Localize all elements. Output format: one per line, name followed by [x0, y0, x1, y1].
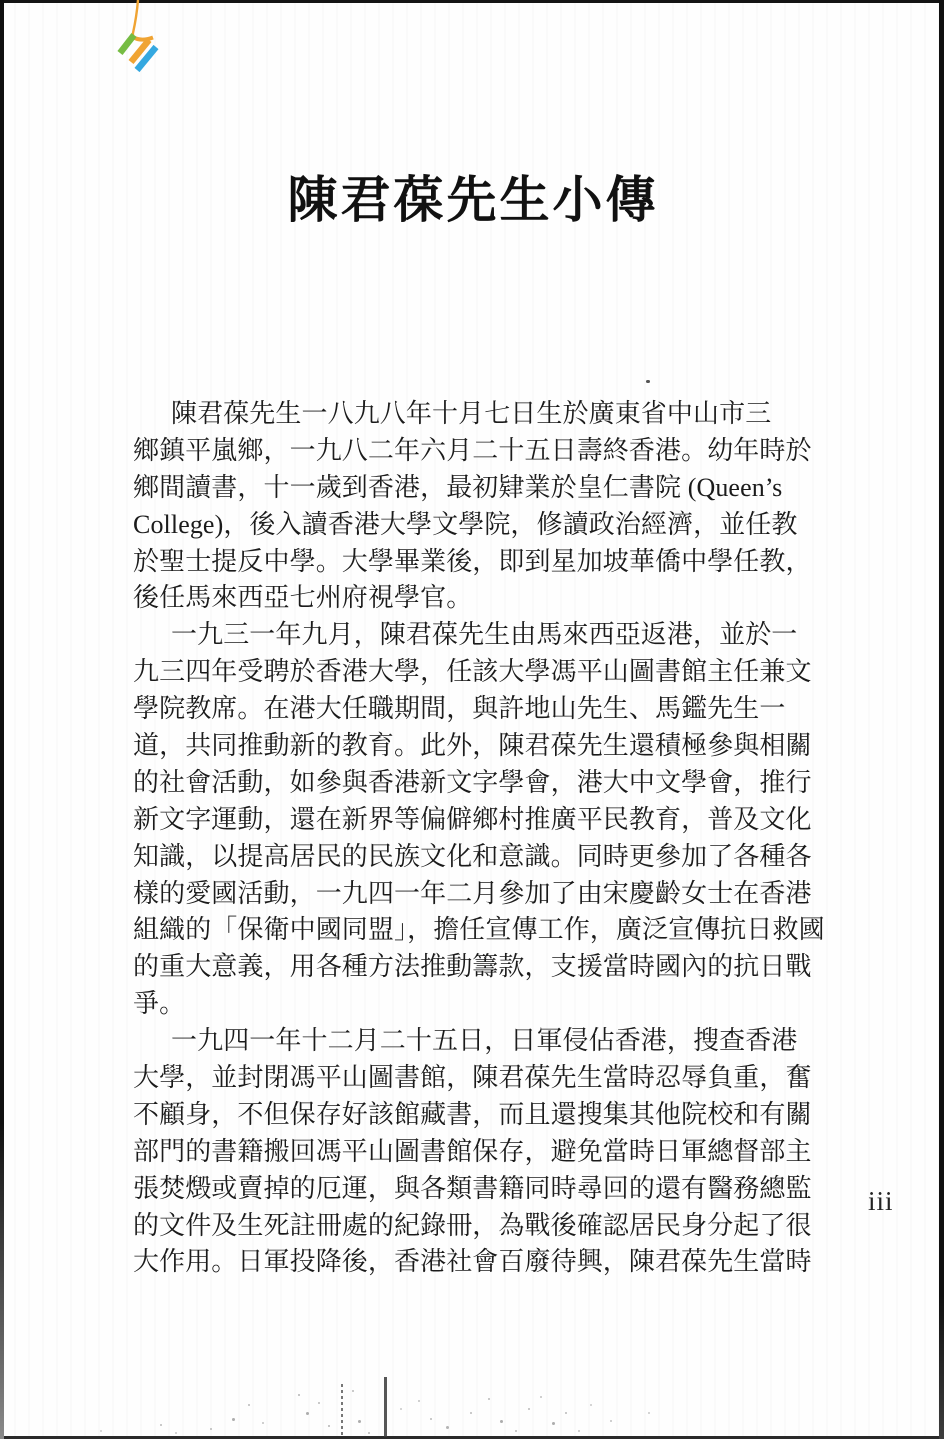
scan-speck — [540, 1396, 542, 1398]
scan-speck — [400, 1408, 402, 1410]
text-line: 後任馬來西亞七州府視學官。 — [133, 583, 473, 613]
text-line: 於聖士提反中學。大學畢業後，即到星加坡華僑中學任教， — [133, 546, 812, 576]
scan-speck — [368, 1432, 370, 1434]
scan-speck — [306, 1412, 309, 1415]
scan-border-left — [0, 0, 4, 1439]
scan-speck — [232, 1418, 235, 1421]
scan-speck — [646, 380, 650, 383]
text-line: 學院教席。在港大任職期間，與許地山先生、馬鑑先生一 — [133, 694, 786, 724]
scan-speck — [328, 1425, 330, 1427]
bleedthrough-line — [341, 1384, 343, 1437]
text-line: 陳君葆先生一八九八年十月七日生於廣東省中山市三 — [171, 399, 772, 428]
text-line: 大學，並封閉馮平山圖書館，陳君葆先生當時忍辱負重，奮 — [133, 1063, 812, 1093]
text-line: 的重大意義，用各種方法推動籌款，支援當時國內的抗日戰 — [133, 952, 812, 982]
scan-speck — [358, 1420, 361, 1423]
colorful-ribbon-logo-icon — [105, 0, 165, 80]
text-line: 大作用。日軍投降後，香港社會百廢待興，陳君葆先生當時 — [133, 1247, 812, 1277]
body-text — [133, 396, 843, 1281]
text-line: 新文字運動，還在新界等偏僻鄉村推廣平民教育，普及文化 — [133, 804, 812, 834]
scan-speck — [175, 1432, 177, 1434]
scan-speck — [552, 1422, 555, 1425]
text-line: 部門的書籍搬回馮平山圖書館保存，避免當時日軍總督部主 — [133, 1136, 812, 1166]
text-line: College)，後入讀香港大學文學院，修讀政治經濟，並任教 — [133, 509, 798, 539]
scan-speck — [298, 1394, 300, 1396]
scan-speck — [515, 1430, 517, 1432]
text-line: 樣的愛國活動，一九四一年二月參加了由宋慶齡女士在香港 — [133, 878, 812, 908]
text-line: 爭。 — [133, 989, 186, 1019]
text-line: 鄉鎮平嵐鄉，一九八二年六月二十五日壽終香港。幼年時於 — [133, 435, 812, 465]
text-line: 一九三一年九月，陳君葆先生由馬來西亞返港，並於一 — [171, 620, 798, 650]
scan-speck — [446, 1426, 449, 1429]
page-title: 陳君葆先生小傳 — [287, 171, 659, 228]
scan-speck — [248, 1404, 250, 1406]
bleedthrough-line — [384, 1377, 387, 1437]
scan-speck — [100, 1430, 102, 1432]
scan-speck — [610, 1420, 612, 1422]
scan-speck — [262, 1422, 264, 1424]
scan-speck — [160, 1424, 162, 1426]
scan-speck — [210, 1428, 212, 1430]
text-line: 的文件及生死註冊處的紀錄冊，為戰後確認居民身分起了很 — [133, 1210, 812, 1240]
text-line: 道，共同推動新的教育。此外，陳君葆先生還積極參與相關 — [133, 731, 812, 761]
scan-speck — [470, 1412, 472, 1414]
text-line: 的社會活動，如參與香港新文字學會，港大中文學會，推行 — [133, 767, 812, 797]
text-line: 不顧身，不但保存好該館藏書，而且還搜集其他院校和有關 — [133, 1099, 812, 1129]
page-number: iii — [868, 1186, 894, 1216]
text-line: 九三四年受聘於香港大學，任該大學馮平山圖書館主任兼文 — [133, 657, 812, 687]
text-line: 組織的「保衛中國同盟」，擔任宣傳工作，廣泛宣傳抗日救國 — [133, 915, 825, 945]
scan-speck — [430, 1418, 432, 1420]
scan-border-right — [939, 0, 944, 1439]
scan-speck — [488, 1398, 490, 1400]
scan-speck — [528, 1408, 530, 1410]
scan-speck — [648, 1412, 650, 1414]
text-line: 鄉間讀書，十一歲到香港，最初肄業於皇仁書院 (Queen’s — [133, 472, 783, 502]
scan-speck — [318, 1402, 320, 1404]
scan-speck — [590, 1404, 592, 1406]
scan-speck — [578, 1430, 580, 1432]
text-line: 知識，以提高居民的民族文化和意識。同時更參加了各種各 — [133, 841, 812, 871]
text-line: 張焚燬或賣掉的厄運，與各類書籍同時尋回的還有醫務總監 — [133, 1173, 812, 1203]
scan-speck — [500, 1420, 503, 1423]
scan-speck — [418, 1400, 420, 1402]
scan-speck — [352, 1390, 354, 1392]
text-line: 一九四一年十二月二十五日，日軍侵佔香港，搜查香港 — [171, 1026, 798, 1056]
scan-speck — [565, 1412, 567, 1414]
